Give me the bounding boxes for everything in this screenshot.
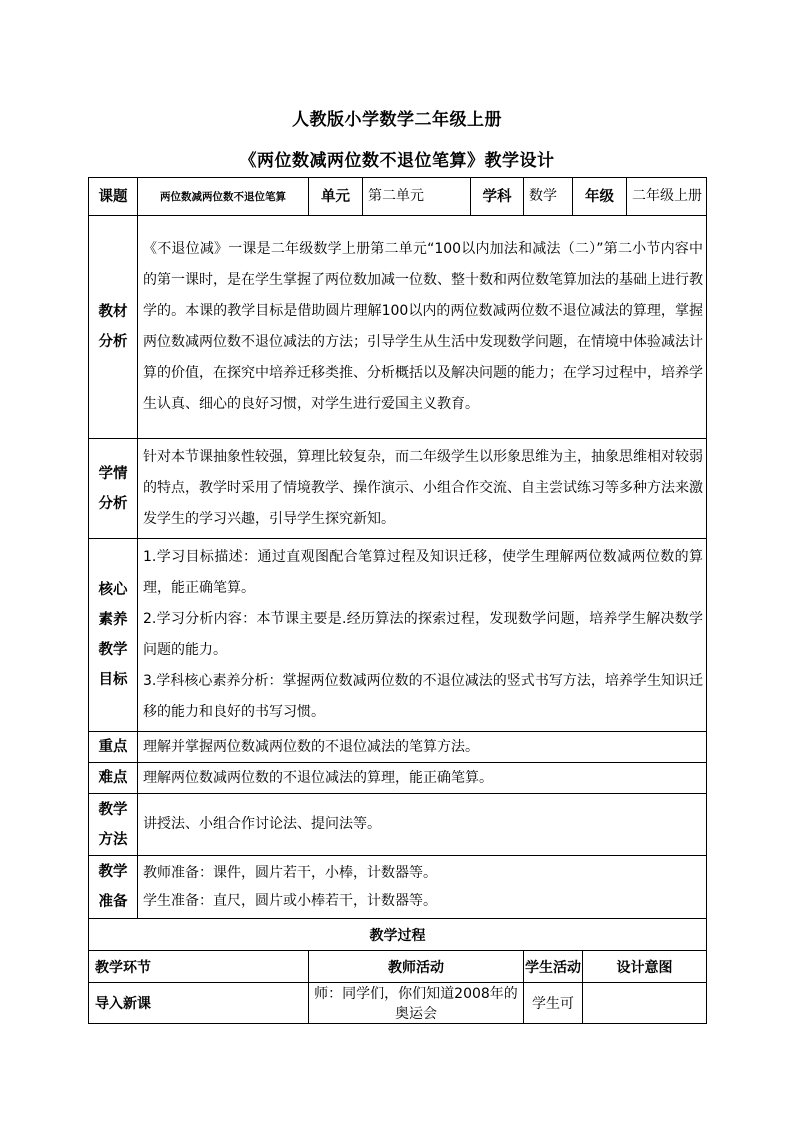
process-intent — [583, 983, 707, 1024]
unit-value: 第二单元 — [363, 178, 471, 216]
material-analysis-row — [89, 216, 707, 439]
lesson-plan-table — [88, 177, 707, 1024]
core-goals-row — [89, 539, 707, 732]
core-goal-item: 3.学科核心素养分析：掌握两位数减两位数的不退位减法的竖式书写方法，培养学生知识迁移的能力和良好的书写习惯。 — [143, 673, 703, 720]
student-analysis-text: 针对本节课抽象性较强，算理比较复杂，而二年级学生以形象思维为主，抽象思维相对较弱的特点，教学时采用了情境教学、操作演示、小组合作交流、自主尝试练习等多种方法来激发学生的学习兴趣，引导学生探究新知。 — [138, 439, 707, 539]
student-preparation: 学生准备：直尺，圆片或小棒若干，计数器等。 — [143, 893, 437, 909]
process-title-row — [89, 919, 707, 951]
core-goals-text — [138, 539, 707, 732]
teacher-preparation: 教师准备：课件，圆片若干，小棒，计数器等。 — [143, 865, 437, 881]
preparation-text — [138, 856, 707, 919]
key-point-label: 重点 — [89, 732, 138, 763]
difficulty-row — [89, 763, 707, 794]
grade-value: 二年级上册 — [627, 178, 707, 216]
methods-label: 教学 方法 — [89, 794, 138, 856]
process-header-teacher: 教师活动 — [309, 951, 524, 983]
material-analysis-label: 教材 分析 — [89, 216, 138, 439]
methods-text: 讲授法、小组合作讨论法、提问法等。 — [138, 794, 707, 856]
key-point-row — [89, 732, 707, 763]
process-row — [89, 983, 707, 1024]
process-student-activity: 学生可 — [524, 983, 583, 1024]
difficulty-label: 难点 — [89, 763, 138, 794]
student-analysis-row — [89, 439, 707, 539]
preparation-label: 教学 准备 — [89, 856, 138, 919]
info-row — [89, 178, 707, 216]
student-analysis-label: 学情 分析 — [89, 439, 138, 539]
topic-value: 两位数减两位数不退位笔算 — [138, 178, 309, 216]
methods-row — [89, 794, 707, 856]
unit-label: 单元 — [309, 178, 363, 216]
key-point-text: 理解并掌握两位数减两位数的不退位减法的笔算方法。 — [138, 732, 707, 763]
document-title: 人教版小学数学二年级上册 — [292, 110, 502, 130]
core-goal-item: 1.学习目标描述：通过直观图配合笔算过程及知识迁移，使学生理解两位数减两位数的算理，能正确笔算。 — [143, 549, 703, 596]
topic-label: 课题 — [89, 178, 138, 216]
process-stage: 导入新课 — [89, 983, 309, 1024]
grade-label: 年级 — [573, 178, 627, 216]
process-teacher-activity: 师：同学们，你们知道2008年的奥运会 — [309, 983, 524, 1024]
subject-value: 数学 — [524, 178, 573, 216]
preparation-row — [89, 856, 707, 919]
process-header-row — [89, 951, 707, 983]
core-goal-item: 2.学习分析内容：本节课主要是.经历算法的探索过程，发现数学问题，培养学生解决数学问题的能力。 — [143, 611, 703, 658]
process-header-intent: 设计意图 — [583, 951, 707, 983]
difficulty-text: 理解两位数减两位数的不退位减法的算理，能正确笔算。 — [138, 763, 707, 794]
core-goals-label: 核心 素养 教学 目标 — [89, 539, 138, 732]
process-header-student: 学生活动 — [524, 951, 583, 983]
document-subtitle: 《两位数减两位数不退位笔算》教学设计 — [239, 151, 555, 171]
subject-label: 学科 — [471, 178, 524, 216]
material-analysis-text: 《不退位减》一课是二年级数学上册第二单元“100以内加法和减法（二）”第二小节内容中的第一课时，是在学生掌握了两位数加减一位数、整十数和两位数笔算加法的基础上进行教学的。本课的教学目标是借助圆片理解100以内的两位数减两位数不退位减法的算理，掌握两位数减两位数不退位减法的方法；引导学生从生活中发现数学问题，在情境中体验减法计算的价值，在探究中培养迁移类推、分析概括以及解决问题的能力；在学习过程中，培养学生认真、细心的良好习惯，对学生进行爱国主义教育。 — [138, 216, 707, 439]
process-title: 教学过程 — [89, 919, 707, 951]
process-header-stage: 教学环节 — [89, 951, 309, 983]
